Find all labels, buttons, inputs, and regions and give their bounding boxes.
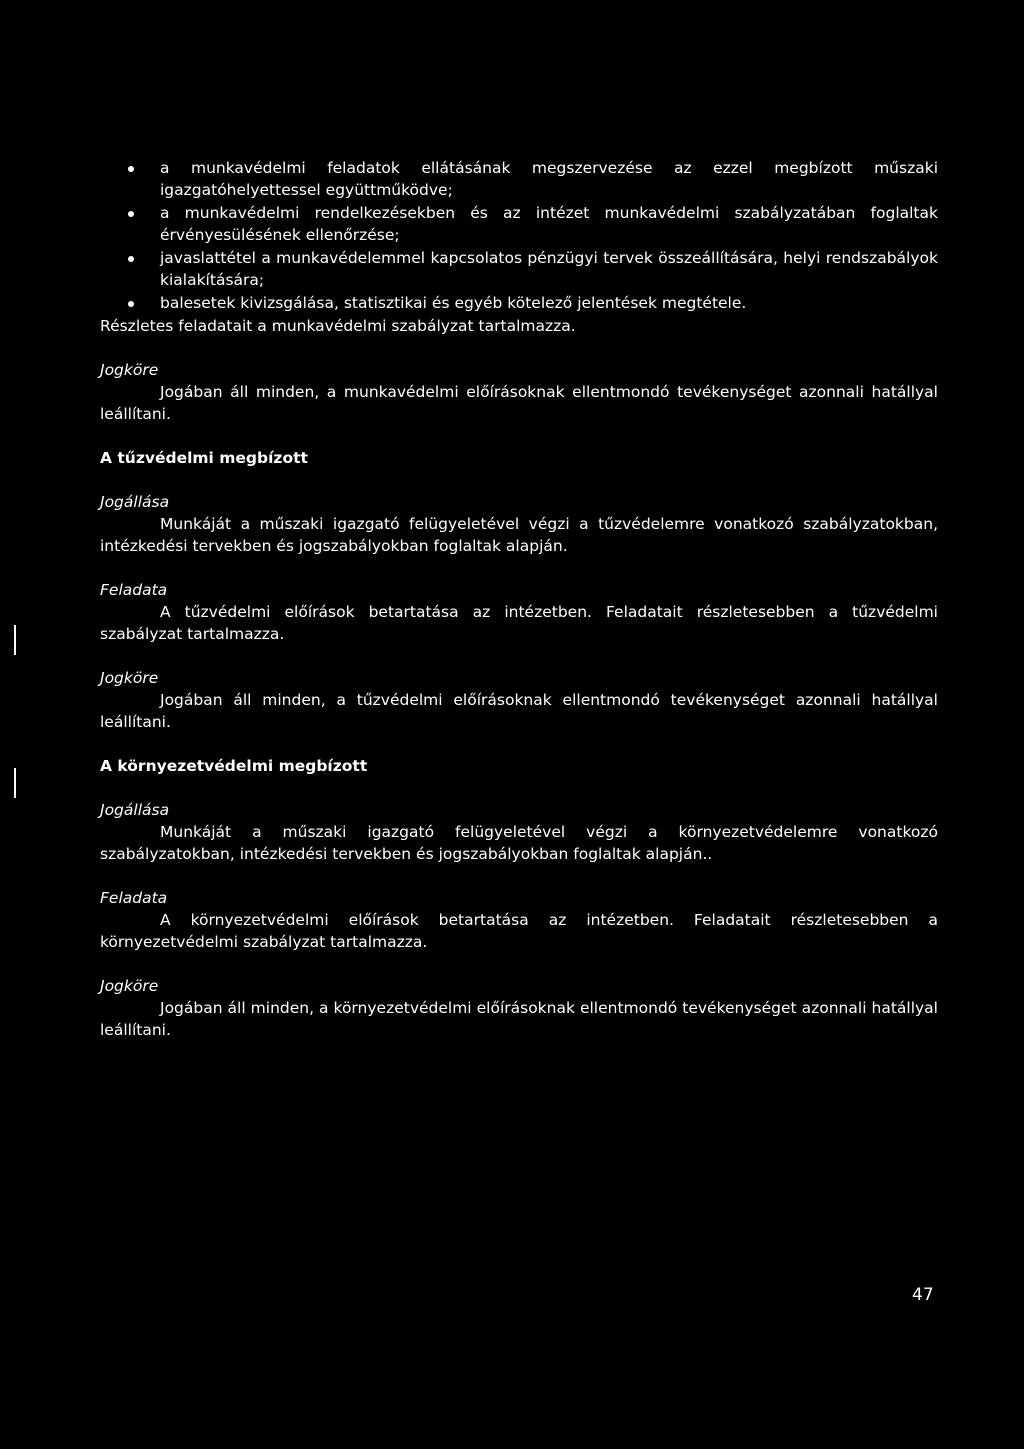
kornyezetvedelmi-feladata-label: Feladata	[100, 889, 168, 907]
kornyezetvedelmi-jogkore-label: Jogköre	[100, 977, 159, 995]
tuzvedelmi-jogkore-label: Jogköre	[100, 669, 159, 687]
munkavedelmi-jogkore-label: Jogköre	[100, 361, 159, 379]
duties-list	[100, 157, 938, 314]
munkavedelmi-jogkore-text: Jogában áll minden, a munkavédelmi előírásoknak ellentmondó tevékenységet azonnali hatállyal leállítani.	[100, 383, 938, 423]
margin-change-bar	[14, 625, 16, 655]
tuzvedelmi-jogallasa-label: Jogállása	[100, 493, 170, 511]
list-item: javaslattétel a munkavédelemmel kapcsolatos pénzügyi tervek összeállítására, helyi rendszabályok kialakítására;	[100, 247, 938, 291]
tuzvedelmi-feladata-label: Feladata	[100, 581, 168, 599]
document-body	[100, 157, 938, 1041]
tuzvedelmi-jogkore-text: Jogában áll minden, a tűzvédelmi előírásoknak ellentmondó tevékenységet azonnali hatállyal leállítani.	[100, 691, 938, 731]
list-item: balesetek kivizsgálása, statisztikai és egyéb kötelező jelentések megtétele.	[100, 292, 938, 314]
page-number: 47	[912, 1285, 934, 1305]
tuzvedelmi-jogallasa-text: Munkáját a műszaki igazgató felügyeletével végzi a tűzvédelemre vonatkozó szabályzatokban, intézkedési tervekben és jogszabályokban foglaltak alapján.	[100, 515, 938, 555]
kornyezetvedelmi-feladata-text: A környezetvédelmi előírások betartatása az intézetben. Feladatait részletesebben a környezetvédelmi szabályzat tartalmazza.	[100, 911, 938, 951]
margin-change-bar	[14, 768, 16, 798]
kornyezetvedelmi-jogallasa-label: Jogállása	[100, 801, 170, 819]
details-text: Részletes feladatait a munkavédelmi szabályzat tartalmazza.	[100, 317, 576, 335]
kornyezetvedelmi-heading: A környezetvédelmi megbízott	[100, 757, 368, 775]
kornyezetvedelmi-jogallasa-text: Munkáját a műszaki igazgató felügyeletével végzi a környezetvédelemre vonatkozó szabályzatokban, intézkedési tervekben és jogszabályokban foglaltak alapján..	[100, 823, 938, 863]
tuzvedelmi-heading: A tűzvédelmi megbízott	[100, 449, 308, 467]
list-item: a munkavédelmi feladatok ellátásának megszervezése az ezzel megbízott műszaki igazgatóhelyettessel együttműködve;	[100, 157, 938, 201]
list-item: a munkavédelmi rendelkezésekben és az intézet munkavédelmi szabályzatában foglaltak érvényesülésének ellenőrzése;	[100, 202, 938, 246]
kornyezetvedelmi-jogkore-text: Jogában áll minden, a környezetvédelmi előírásoknak ellentmondó tevékenységet azonnali hatállyal leállítani.	[100, 999, 938, 1039]
tuzvedelmi-feladata-text: A tűzvédelmi előírások betartatása az intézetben. Feladatait részletesebben a tűzvédelmi szabályzat tartalmazza.	[100, 603, 938, 643]
